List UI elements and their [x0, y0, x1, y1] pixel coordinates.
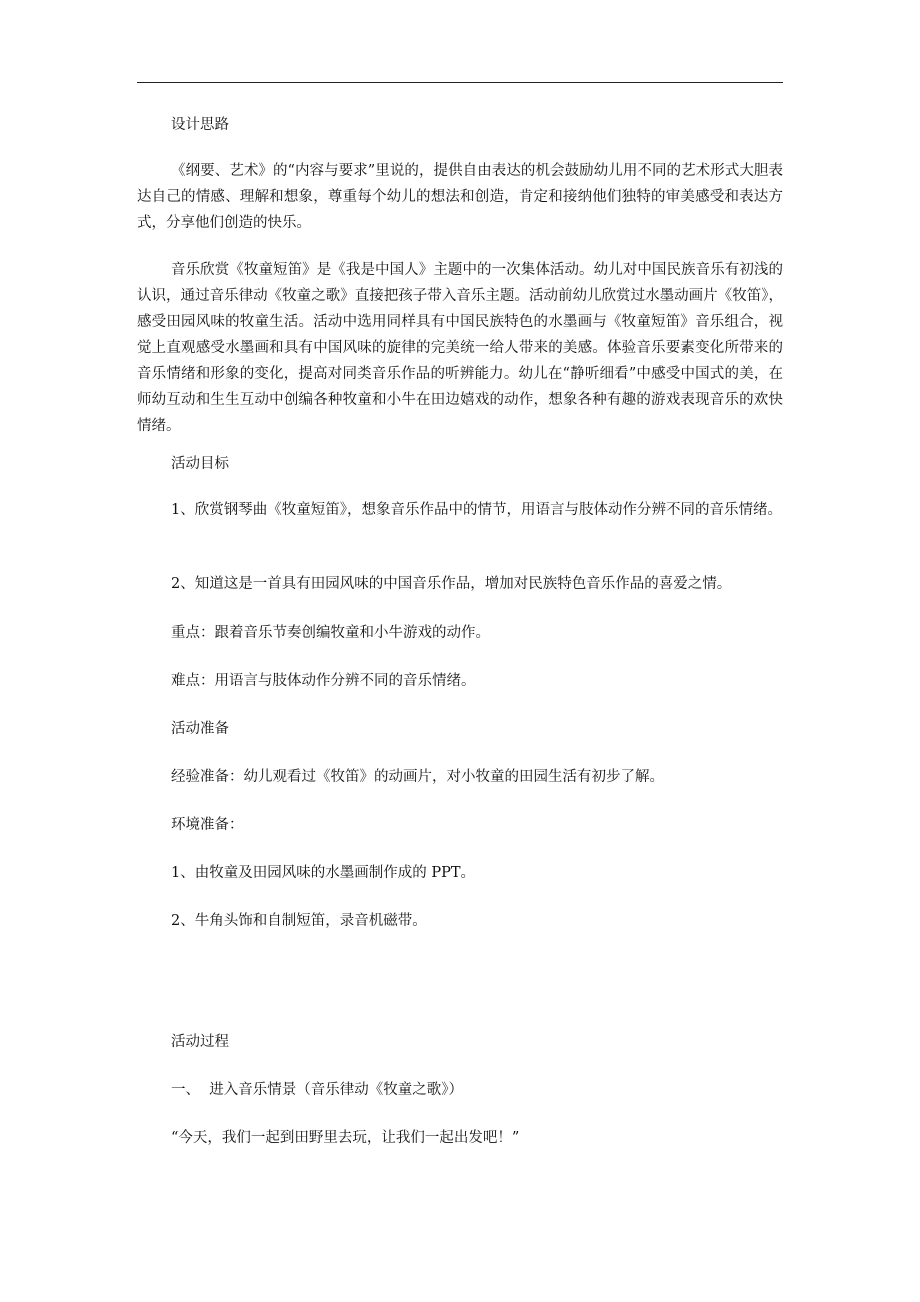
- design-heading: 设计思路: [171, 117, 229, 133]
- goal-item-1: 1、欣赏钢琴曲《牧童短笛》，想象音乐作品中的情节，用语言与肢体动作分辨不同的音乐情绪。: [171, 502, 782, 518]
- process-quote-1: “今天，我们一起到田野里去玩，让我们一起出发吧！”: [171, 1130, 520, 1146]
- design-paragraph-2: 音乐欣赏《牧童短笛》是《我是中国人》主题中的一次集体活动。幼儿对中国民族音乐有初浅的认识，通过音乐律动《牧童之歌》直接把孩子带入音乐主题。活动前幼儿欣赏过水墨动画片《牧笛》，感受田园风味的牧童生活。活动中选用同样具有中国民族特色的水墨画与《牧童短笛》音乐组合，视觉上直观感受水墨画和具有中国风味的旋律的完美统一给人带来的美感。体验音乐要素变化所带来的音乐情绪和形象的变化，提高对同类音乐作品的听辨能力。幼儿在“静听细看”中感受中国式的美，在师幼互动和生生互动中创编各种牧童和小牛在田边嬉戏的动作，想象各种有趣的游戏表现音乐的欢快情绪。: [137, 262, 783, 434]
- goals-heading: 活动目标: [171, 456, 229, 472]
- prep-heading: 活动准备: [171, 721, 229, 737]
- prep-env-item-2: 2、牛角头饰和自制短笛，录音机磁带。: [171, 913, 427, 929]
- design-paragraph-1: 《纲要、艺术》的“内容与要求”里说的，提供自由表达的机会鼓励幼儿用不同的艺术形式大胆表达自己的情感、理解和想象，尊重每个幼儿的想法和创造，肯定和接纳他们独特的审美感受和表达方式，分享他们创造的快乐。: [137, 163, 783, 231]
- process-step-1: 一、 进入音乐情景（音乐律动《牧童之歌》）: [171, 1082, 463, 1098]
- goal-item-2: 2、知道这是一首具有田园风味的中国音乐作品，增加对民族特色音乐作品的喜爱之情。: [171, 576, 732, 592]
- prep-env-heading: 环境准备：: [171, 817, 244, 833]
- process-heading: 活动过程: [171, 1034, 229, 1050]
- key-point: 重点：跟着音乐节奏创编牧童和小牛游戏的动作。: [171, 625, 490, 641]
- prep-env-item-1: 1、由牧童及田园风味的水墨画制作成的 PPT。: [171, 865, 476, 881]
- difficulty: 难点：用语言与肢体动作分辨不同的音乐情绪。: [171, 673, 476, 689]
- header-rule: [137, 82, 783, 83]
- prep-experience: 经验准备：幼儿观看过《牧笛》的动画片，对小牧童的田园生活有初步了解。: [171, 769, 664, 785]
